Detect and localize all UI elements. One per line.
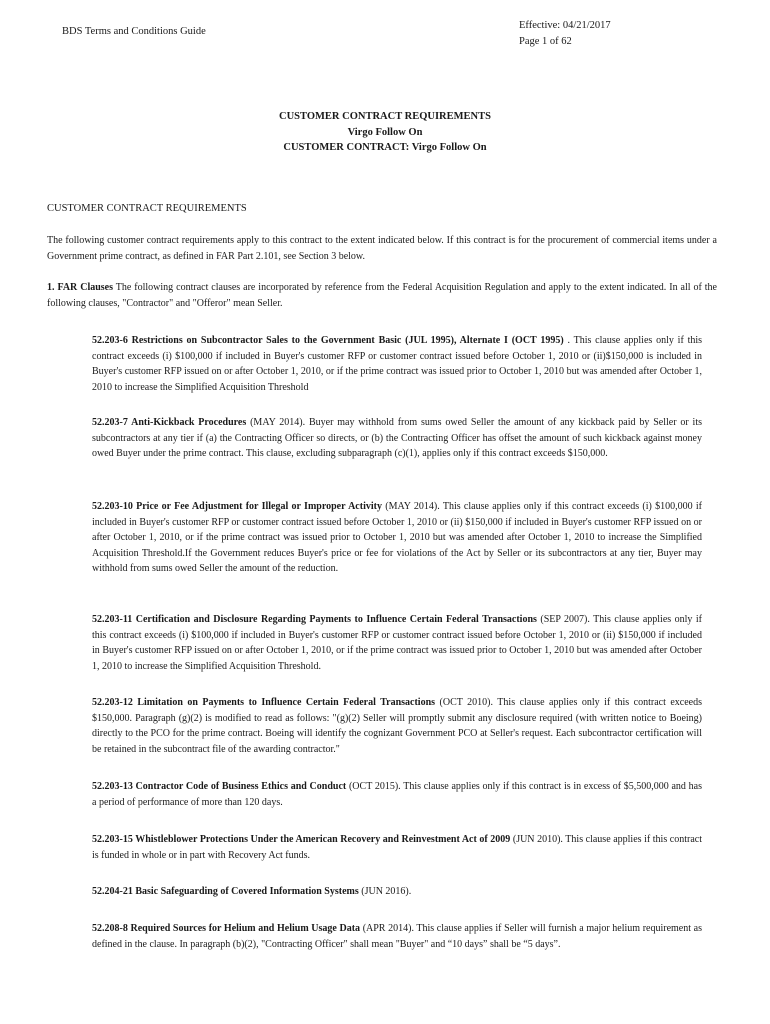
clause-52-203-12	[92, 695, 702, 757]
section-heading: CUSTOMER CONTRACT REQUIREMENTS	[47, 203, 247, 214]
clause-52-204-21	[92, 884, 702, 900]
clause-title: 52.203-11 Certification and Disclosure Regarding Payments to Influence Certain Federal Transactions	[92, 614, 537, 625]
title-line-3: CUSTOMER CONTRACT: Virgo Follow On	[283, 142, 487, 153]
header-meta	[519, 18, 611, 50]
clause-title: 52.203-10 Price or Fee Adjustment for Illegal or Improper Activity	[92, 501, 382, 512]
document-title	[0, 109, 770, 156]
far-clauses-paragraph	[47, 280, 717, 311]
clause-52-203-11	[92, 612, 702, 674]
clause-title: 52.203-13 Contractor Code of Business Ethics and Conduct	[92, 781, 347, 792]
clause-text: (MAY 2014). Buyer may withhold from sums owed Seller the amount of any kickback paid by Seller or its subcontractors at any tier if (a) the Contracting Officer so directs, or (b) the Contracting Officer has offset the amount of such kickback against money owed Buyer under the prime contract. This clause, excluding subparagraph (c)(1), applies only if this contract exceeds $150,000.	[92, 417, 702, 459]
clause-title: 52.203-6 Restrictions on Subcontractor Sales to the Government Basic (JUL 1995), Alternate I (OCT 1995)	[92, 335, 564, 346]
title-line-1: CUSTOMER CONTRACT REQUIREMENTS	[279, 111, 491, 122]
clause-52-203-7	[92, 415, 702, 462]
clause-52-203-13	[92, 779, 702, 810]
header-guide-title: BDS Terms and Conditions Guide	[62, 26, 206, 37]
clause-text: (MAY 2014). This clause applies only if this contract exceeds (i) $100,000 if included in Buyer's customer RFP or customer contract issued before October 1, 2010 or (ii) $150,000 if included in Buyer's customer RFP issued on or after October 1, 2010, or if the prime contract was issued prior to October 1, 2010 but was amended after October 1, 2010 to increase the Simplified Acquisition Threshold.If the Government reduces Buyer's price or fee for violations of the Act by Seller or its subcontractors at any tier, Buyer may withhold from sums owed Seller the amount of the reduction.	[92, 501, 703, 574]
clause-text: . This clause applies only if this contract exceeds (i) $100,000 if included in Buyer's customer RFP or customer contract issued before October 1, 2010 or (ii)$150,000 is included in Buyer's customer RFP issued on or after October 1, 2010, or if the prime contract was issued prior to October 1, 2010 but was amended after October 1, 2010 to increase the Simplified Acquisition Threshold	[92, 335, 703, 393]
far-clauses-text: The following contract clauses are incorporated by reference from the Federal Acquisition Regulation and apply to the extent indicated. In all of the following clauses, "Contractor" and "Offeror" mean Seller.	[47, 282, 717, 309]
clause-52-203-10	[92, 499, 702, 577]
clause-52-203-6	[92, 333, 702, 395]
page-number: Page 1 of 62	[519, 36, 572, 47]
clause-52-203-15	[92, 832, 702, 863]
effective-date: Effective: 04/21/2017	[519, 20, 611, 31]
clause-text: (SEP 2007). This clause applies only if this contract exceeds (i) $100,000 if included in Buyer's customer RFP or customer contract issued before October 1, 2010 or (ii) $150,000 if included in Buyer's customer RFP issued on or after October 1, 2010, or if the prime contract was issued prior to October 1, 2010 but was amended after October 1, 2010 to increase the Simplified Acquisition Threshold.	[92, 614, 702, 672]
clause-text: (OCT 2010). This clause applies only if this contract exceeds $150,000. Paragraph (g)(2) is modified to read as follows: "(g)(2) Seller will promptly submit any disclosure required (with written notice to Boeing) directly to the PCO for the prime contract. Boeing will identify the cognizant Government PCO at Seller's request. Each subcontractor certification will be retained in the subcontract file of the awarding contractor."	[92, 697, 703, 755]
clause-title: 52.203-7 Anti-Kickback Procedures	[92, 417, 247, 428]
clause-title: 52.203-15 Whistleblower Protections Under the American Recovery and Reinvestment Act of 2009	[92, 834, 511, 845]
clause-title: 52.204-21 Basic Safeguarding of Covered Information Systems	[92, 886, 359, 897]
intro-paragraph: The following customer contract requirements apply to this contract to the extent indicated below. If this contract is for the procurement of commercial items under a Government prime contract, as defined in FAR Part 2.101, see Section 3 below.	[47, 235, 717, 262]
far-clauses-heading: 1. FAR Clauses	[47, 282, 114, 293]
title-line-2: Virgo Follow On	[347, 126, 423, 138]
clause-text: (APR 2014). This clause applies if Seller will furnish a major helium requirement as defined in the clause. In paragraph (b)(2), "Contracting Officer" shall mean "Buyer" and “10 days” shall be “5 days”.	[92, 923, 702, 950]
clause-text: (OCT 2015). This clause applies only if this contract is in excess of $5,500,000 and has a period of performance of more than 120 days.	[92, 781, 702, 808]
clause-text: (JUN 2010). This clause applies if this contract is funded in whole or in part with Recovery Act funds.	[92, 834, 702, 861]
clause-52-208-8	[92, 921, 702, 952]
clause-text: (JUN 2016).	[361, 886, 412, 897]
clause-title: 52.208-8 Required Sources for Helium and Helium Usage Data	[92, 923, 361, 934]
clause-title: 52.203-12 Limitation on Payments to Influence Certain Federal Transactions	[92, 697, 436, 708]
